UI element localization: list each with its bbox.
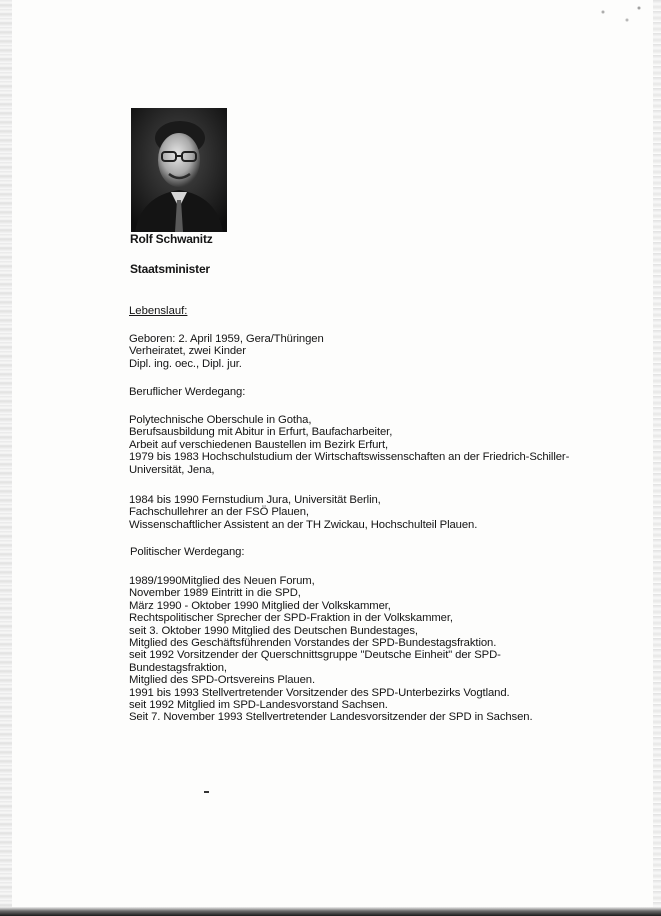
politisch-line: seit 3. Oktober 1990 Mitglied des Deutschen Bundestages,	[129, 624, 418, 637]
politisch-line: seit 1992 Vorsitzender der Querschnittsgruppe "Deutsche Einheit" der SPD-	[129, 649, 501, 662]
lebenslauf-section	[129, 333, 324, 370]
scan-edge-left	[0, 0, 12, 916]
beruflich-line: 1979 bis 1983 Hochschulstudium der Wirtschaftswissenschaften an der Friedrich-Schiller-	[129, 451, 570, 464]
politisch-line: Rechtspolitischer Sprecher der SPD-Fraktion in der Volkskammer,	[129, 612, 453, 625]
person-name: Rolf Schwanitz	[130, 232, 213, 246]
beruflich-group-2	[129, 494, 477, 531]
politisch-line: Mitglied des SPD-Ortsvereins Plauen.	[129, 674, 316, 687]
scan-dot	[204, 791, 209, 793]
beruflich-heading: Beruflicher Werdegang:	[129, 386, 246, 398]
lebenslauf-line: Geboren: 2. April 1959, Gera/Thüringen	[129, 333, 324, 345]
scan-speckles	[591, 0, 651, 40]
scan-edge-right	[653, 0, 661, 916]
beruflich-group-1	[129, 414, 569, 476]
lebenslauf-line: Dipl. ing. oec., Dipl. jur.	[129, 357, 242, 370]
politisch-line: seit 1992 Mitglied im SPD-Landesvorstand Sachsen.	[129, 699, 388, 712]
politisch-line: Seit 7. November 1993 Stellvertretender Landesvorsitzender der SPD in Sachsen.	[129, 711, 533, 724]
lebenslauf-line: Verheiratet, zwei Kinder	[129, 345, 246, 358]
beruflich-line: Berufsausbildung mit Abitur in Erfurt, Baufacharbeiter,	[129, 426, 393, 439]
politisch-line: Bundestagsfraktion,	[129, 661, 227, 674]
beruflich-line: Polytechnische Oberschule in Gotha,	[129, 414, 312, 426]
portrait-photo	[131, 108, 227, 232]
politisch-section	[129, 575, 533, 724]
beruflich-line: Wissenschaftlicher Assistent an der TH Zwickau, Hochschulteil Plauen.	[129, 518, 478, 531]
beruflich-line: 1984 bis 1990 Fernstudium Jura, Universität Berlin,	[129, 494, 381, 506]
politisch-line: November 1989 Eintritt in die SPD,	[129, 587, 301, 600]
lebenslauf-heading: Lebenslauf:	[129, 305, 188, 317]
person-title: Staatsminister	[130, 262, 210, 276]
politisch-heading: Politischer Werdegang:	[130, 546, 245, 558]
beruflich-line: Arbeit auf verschiedenen Baustellen im Bezirk Erfurt,	[129, 438, 389, 451]
politisch-line: 1989/1990Mitglied des Neuen Forum,	[129, 575, 315, 587]
politisch-line: Mitglied des Geschäftsführenden Vorstandes der SPD-Bundestagsfraktion.	[129, 637, 497, 650]
politisch-line: März 1990 - Oktober 1990 Mitglied der Volkskammer,	[129, 599, 391, 612]
beruflich-line: Universität, Jena,	[129, 463, 215, 476]
politisch-line: 1991 bis 1993 Stellvertretender Vorsitzender des SPD-Unterbezirks Vogtland.	[129, 686, 510, 699]
scan-edge-bottom	[0, 907, 661, 916]
beruflich-line: Fachschullehrer an der FSÖ Plauen,	[129, 506, 309, 519]
